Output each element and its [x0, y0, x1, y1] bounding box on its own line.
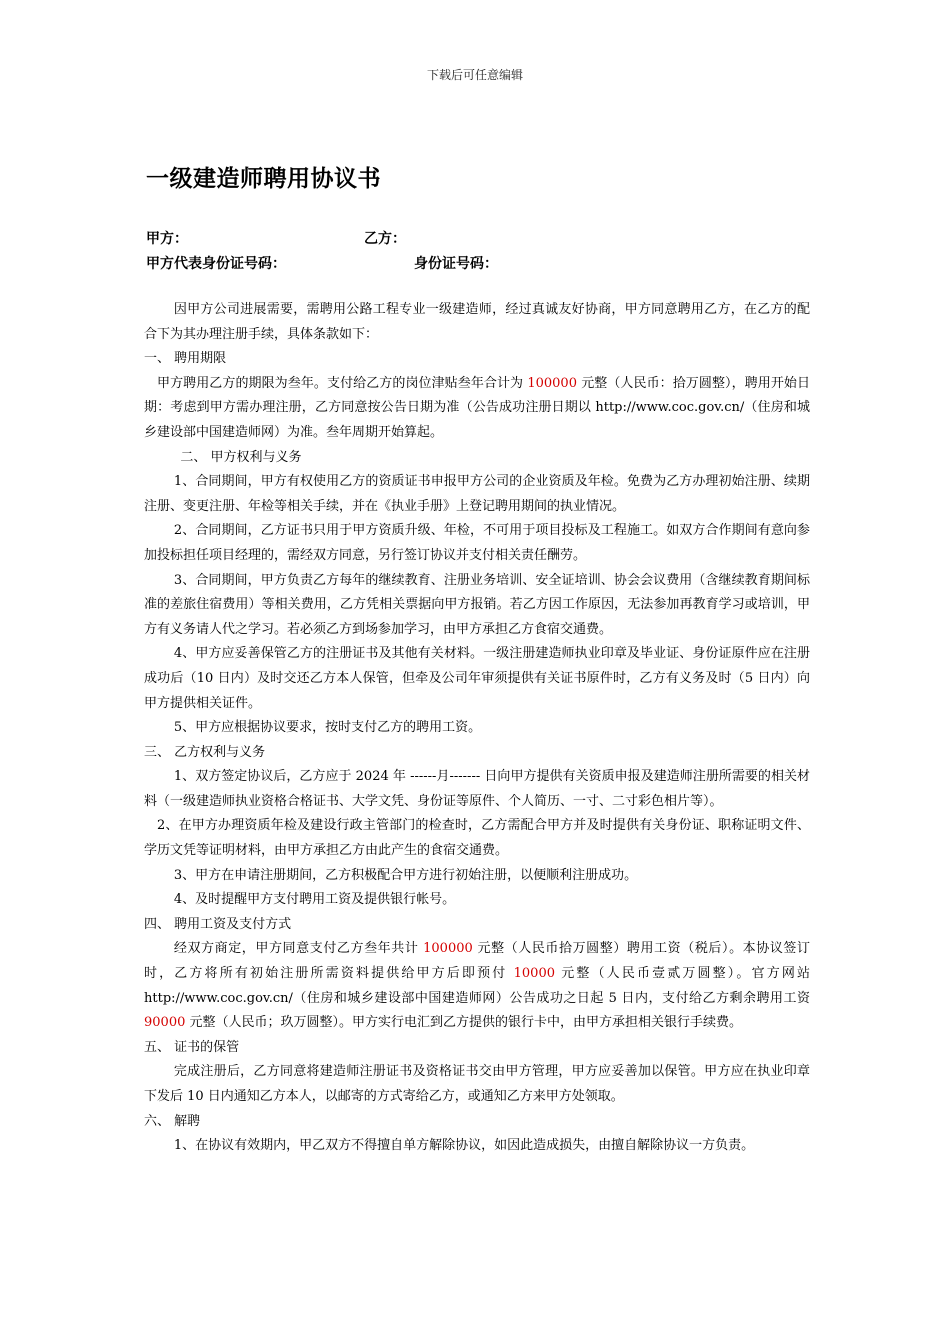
amount-prepay: 10000	[513, 966, 555, 982]
text-run: 元整（人民币壹贰万圆整）。官方网站 http://www.coc.gov.cn/（住房和城乡建设部中国建造师网）公告成功之日起 5 日内，支付给乙方剩余聘用工资	[144, 966, 810, 1006]
party-b-id-label: 身份证号码：	[414, 256, 498, 272]
section-5-paragraph: 完成注册后，乙方同意将建造师注册证书及资格证书交由甲方管理，甲方应妥善加以保管。甲方应在执业印章下发后 10 日内通知乙方本人，以邮寄的方式寄给乙方，或通知乙方来甲方处领取。	[144, 1064, 810, 1104]
party-b-label: 乙方：	[364, 231, 406, 247]
text-run: 甲方聘用乙方的期限为叁年。支付给乙方的岗位津贴叁年合计为	[157, 375, 528, 391]
section-6-heading: 六、 解聘	[144, 1113, 201, 1129]
text-run: 元整（人民币；玖万圆整）。甲方实行电汇到乙方提供的银行卡中，由甲方承担相关银行手续费。	[185, 1015, 742, 1031]
intro-paragraph: 因甲方公司进展需要，需聘用公路工程专业一级建造师，经过真诚友好协商，甲方同意聘用乙方，在乙方的配合下为其办理注册手续，具体条款如下：	[144, 302, 810, 342]
section-3-heading: 三、 乙方权利与义务	[144, 744, 266, 760]
section-1-paragraph	[144, 372, 810, 446]
agreement-body	[144, 298, 810, 1159]
amount-total: 100000	[527, 375, 577, 391]
section-4-paragraph	[144, 937, 810, 1035]
section-2-item: 4、甲方应妥善保管乙方的注册证书及其他有关材料。一级注册建造师执业印章及毕业证、身份证原件应在注册成功后（10 日内）及时交还乙方本人保管，但牵及公司年审须提供有关证书原件时，乙方有义务及时（5 日内）向甲方提供相关证件。	[144, 646, 810, 711]
section-2-item: 1、合同期间，甲方有权使用乙方的资质证书申报甲方公司的企业资质及年检。免费为乙方办理初始注册、续期注册、变更注册、年检等相关手续，并在《执业手册》上登记聘用期间的执业情况。	[144, 474, 810, 514]
id-line	[146, 253, 498, 273]
section-3-item: 3、甲方在申请注册期间，乙方积极配合甲方进行初始注册，以便顺利注册成功。	[173, 867, 638, 883]
section-1-heading: 一、 聘用期限	[144, 351, 227, 367]
document-title: 一级建造师聘用协议书	[146, 166, 381, 192]
section-2-item: 2、合同期间，乙方证书只用于甲方资质升级、年检，不可用于项目投标及工程施工。如双方合作期间有意向参加投标担任项目经理的，需经双方同意，另行签订协议并支付相关责任酬劳。	[144, 523, 810, 563]
amount-remaining: 90000	[144, 1015, 186, 1031]
party-a-id-label: 甲方代表身份证号码：	[146, 256, 286, 272]
amount-total: 100000	[423, 941, 473, 957]
section-3-item: 2、在甲方办理资质年检及建设行政主管部门的检查时，乙方需配合甲方并及时提供有关身份证、职称证明文件、学历文凭等证明材料，由甲方承担乙方由此产生的食宿交通费。	[144, 818, 810, 859]
text-run: 元整（人民币：拾万圆整），聘用开始日期：考虑到甲方需办理注册，乙方同意按公告日期为准（公告成功注册日期以 http://www.coc.gov.cn/（住房和城乡建设部中国建造师网）为准。叁年周期开始算起。	[144, 375, 810, 440]
text-run: 经双方商定，甲方同意支付乙方叁年共计	[173, 941, 424, 957]
party-line	[146, 228, 406, 248]
party-a-label: 甲方：	[146, 231, 188, 247]
section-5-heading: 五、 证书的保管	[144, 1039, 240, 1055]
section-4-heading: 四、 聘用工资及支付方式	[144, 916, 292, 932]
section-3-item: 4、及时提醒甲方支付聘用工资及提供银行帐号。	[173, 892, 456, 908]
section-2-item: 5、甲方应根据协议要求，按时支付乙方的聘用工资。	[173, 720, 482, 736]
text-run: 元整（人民币拾万圆整）聘用工资（税后）。本协议签订时，乙方将所有初始注册所需资料提供给甲方后即预付	[144, 941, 810, 982]
section-2-item: 3、合同期间，甲方负责乙方每年的继续教育、注册业务培训、安全证培训、协会会议费用（含继续教育期间标准的差旅住宿费用）等相关费用，乙方凭相关票据向甲方报销。若乙方因工作原因，无法参加再教育学习或培训，甲方有义务请人代之学习。若必须乙方到场参加学习，由甲方承担乙方食宿交通费。	[144, 572, 810, 637]
section-6-paragraph: 1、在协议有效期内，甲乙双方不得擅自单方解除协议，如因此造成损失，由擅自解除协议一方负责。	[173, 1138, 755, 1154]
section-3-item: 1、双方签定协议后，乙方应于 2024 年 ------月------- 日向甲方提供有关资质申报及建造师注册所需要的相关材料（一级建造师执业资格合格证书、大学文凭、身份证等原件、个人简历、一寸、二寸彩色相片等）。	[144, 769, 810, 809]
section-2-heading: 二、 甲方权利与义务	[180, 449, 302, 465]
header-note: 下载后可任意编辑	[426, 68, 523, 82]
